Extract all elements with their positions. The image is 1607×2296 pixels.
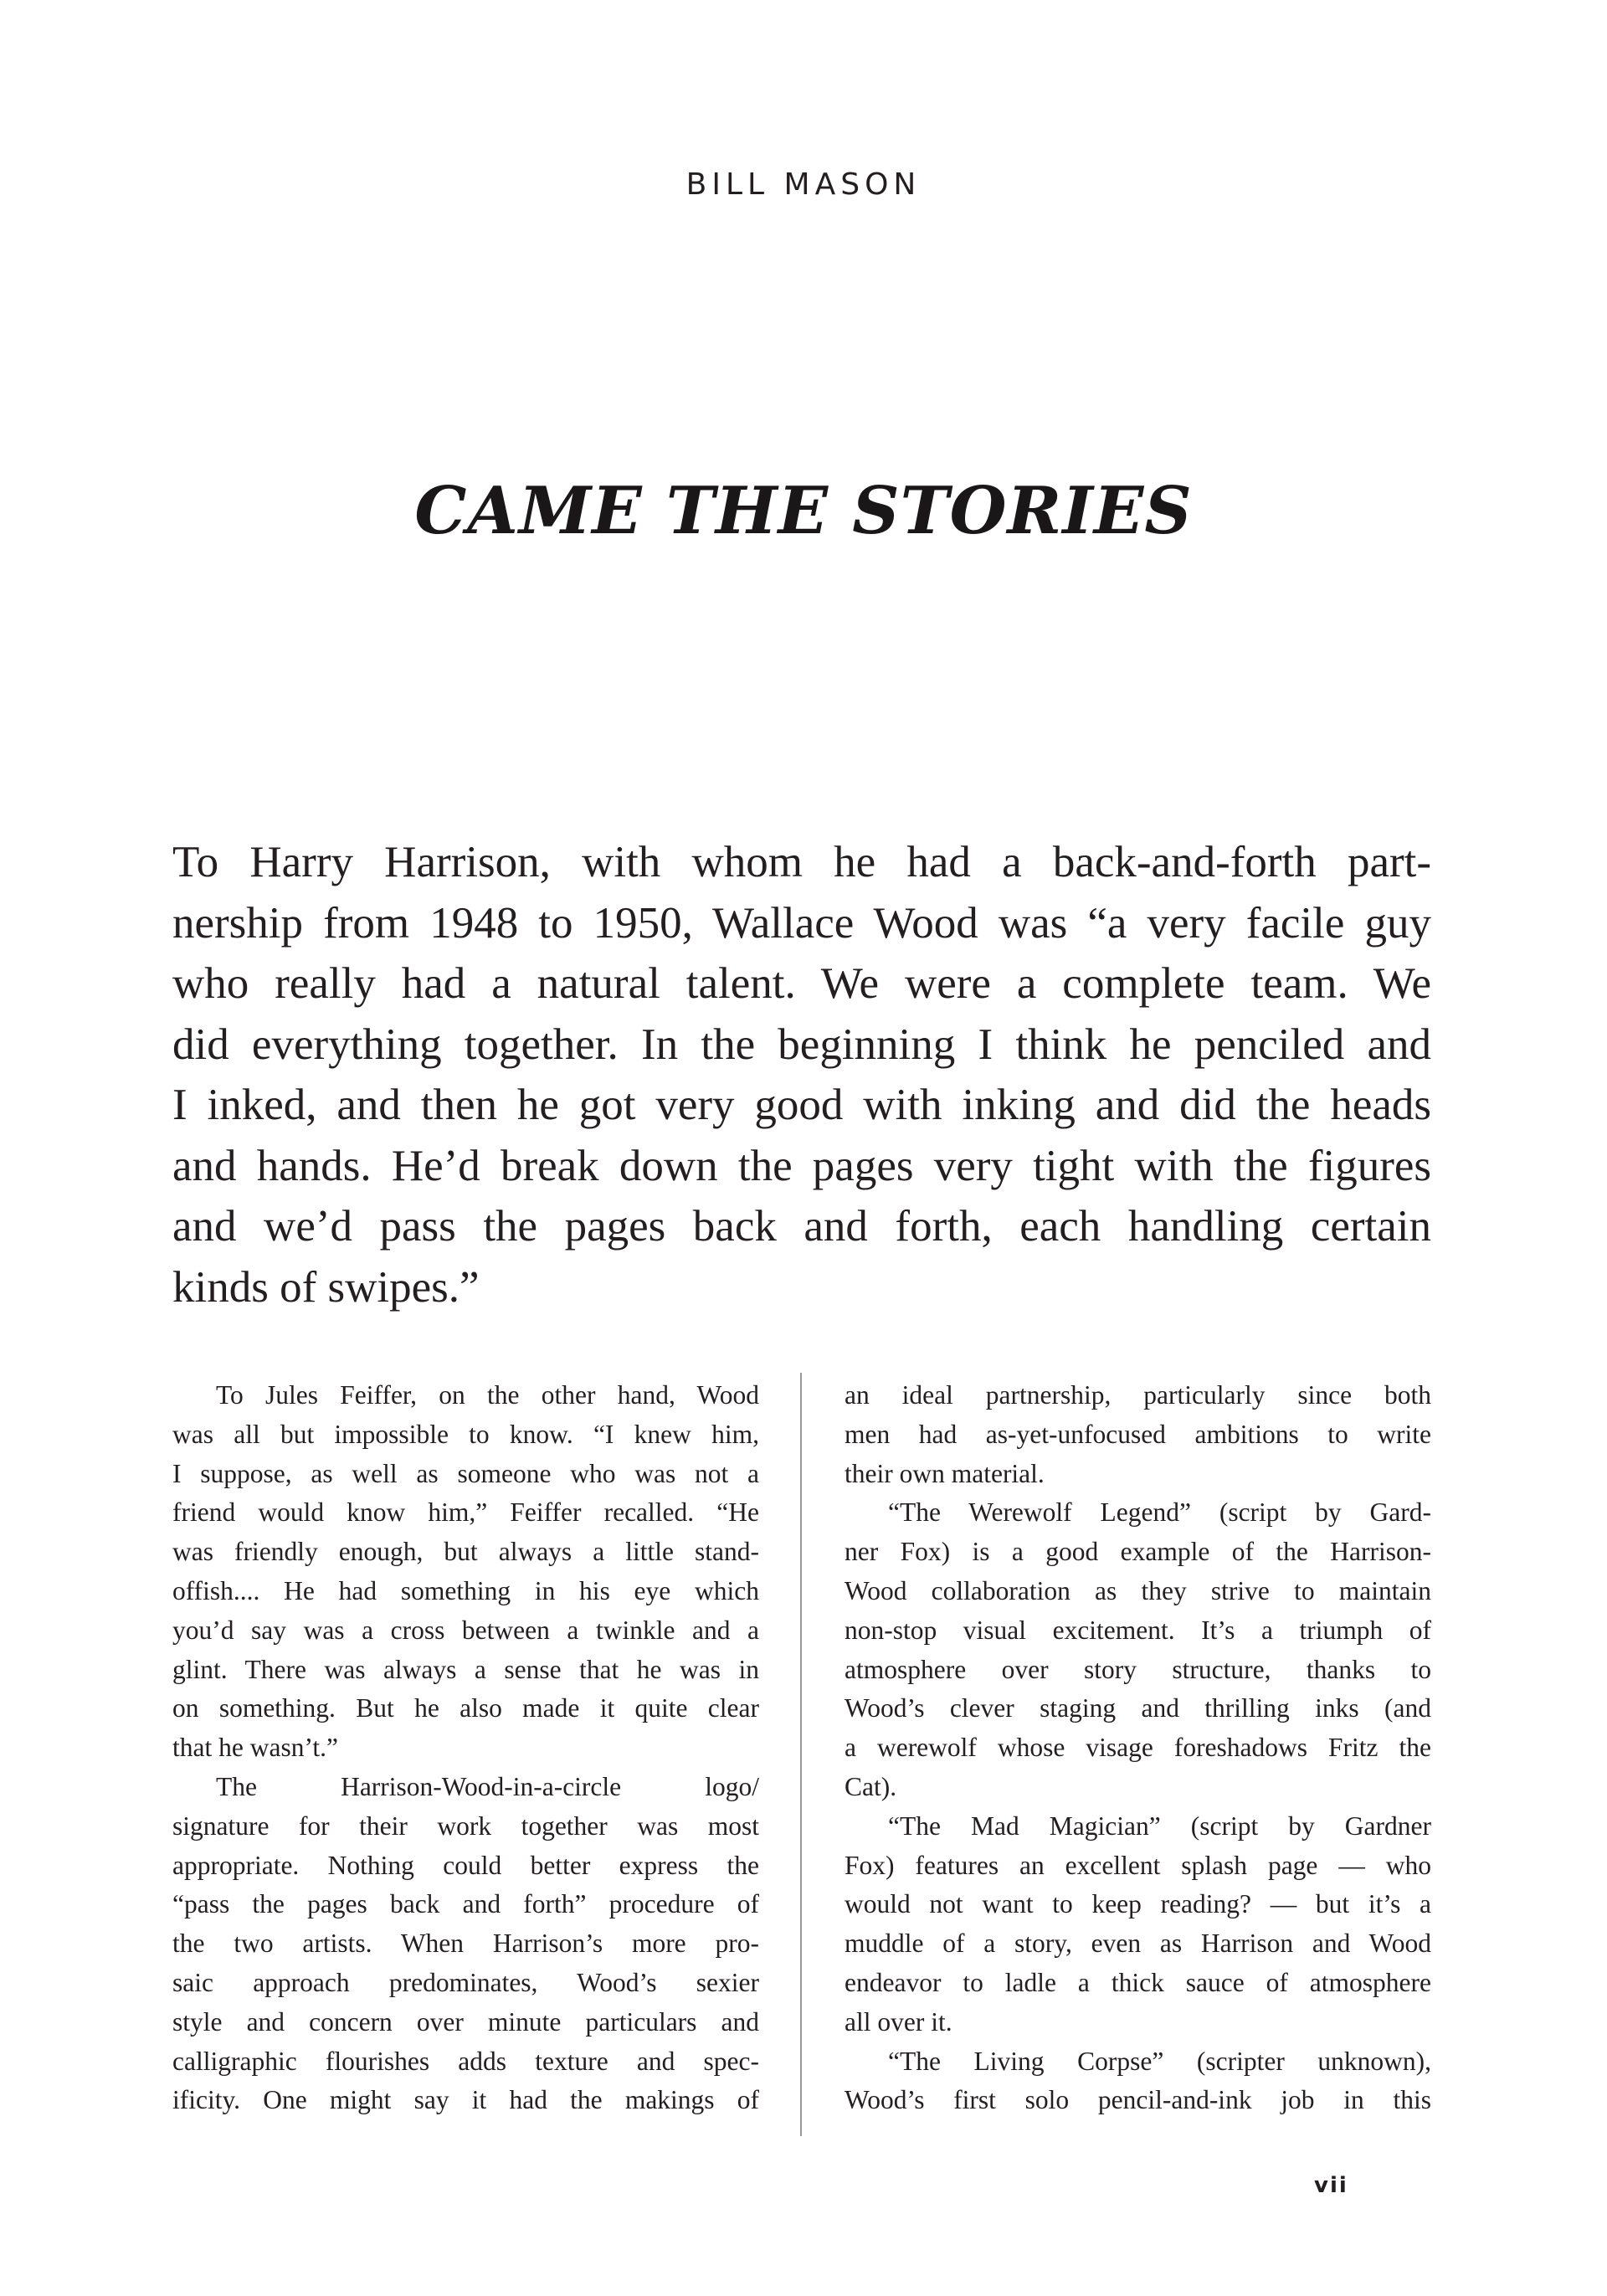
page-number: vii — [1314, 2173, 1348, 2198]
text-line: calligraphic flourishes adds texture and spec- — [172, 2046, 759, 2076]
intro-line: I inked, and then he got very good with inking and did the heads — [172, 1081, 1431, 1129]
intro-line: who really had a natural talent. We were a complete team. We — [172, 959, 1431, 1008]
text-line: Wood collaboration as they strive to maintain — [845, 1575, 1431, 1605]
text-line: non-stop visual excitement. It’s a triumph of — [845, 1615, 1431, 1645]
text-line: “pass the pages back and forth” procedure of — [172, 1889, 759, 1919]
intro-line: To Harry Harrison, with whom he had a back-and-forth part- — [172, 838, 1431, 886]
text-line: ner Fox) is a good example of the Harrison- — [845, 1537, 1431, 1567]
intro-line: did everything together. In the beginning I think he penciled and — [172, 1020, 1431, 1069]
text-line: Cat). — [845, 1771, 897, 1801]
text-line: their own material. — [845, 1458, 1045, 1488]
column-divider — [800, 1373, 802, 2136]
text-line: atmosphere over story structure, thanks to — [845, 1654, 1431, 1684]
text-line: glint. There was always a sense that he was in — [172, 1654, 759, 1684]
text-line: an ideal partnership, particularly since both — [845, 1380, 1431, 1410]
text-line: on something. But he also made it quite clear — [172, 1693, 759, 1723]
intro-line: nership from 1948 to 1950, Wallace Wood was “a very facile guy — [172, 898, 1431, 948]
intro-paragraph — [172, 832, 1431, 1318]
text-line: men had as-yet-unfocused ambitions to write — [845, 1419, 1431, 1449]
text-line: endeavor to ladle a thick sauce of atmosphere — [845, 1967, 1431, 1997]
text-line: Wood’s clever staging and thrilling inks (and — [845, 1693, 1431, 1723]
intro-line: and hands. He’d break down the pages very tight with the figures — [172, 1141, 1431, 1190]
text-line: was all but impossible to know. “I knew him, — [172, 1419, 759, 1449]
text-line: that he wasn’t.” — [172, 1733, 338, 1763]
text-line: would not want to keep reading? — but it’s a — [845, 1889, 1431, 1919]
text-line: offish.... He had something in his eye which — [172, 1575, 759, 1605]
text-line: Fox) features an excellent splash page — who — [845, 1850, 1431, 1880]
text-line: was friendly enough, but always a little stand- — [172, 1537, 759, 1567]
text-line: signature for their work together was most — [172, 1811, 759, 1841]
author-name: BILL MASON — [685, 167, 922, 202]
text-line: I suppose, as well as someone who was not a — [172, 1458, 759, 1488]
chapter-title: CAME THE STORIES — [414, 473, 1193, 549]
text-line: To Jules Feiffer, on the other hand, Wood — [216, 1380, 759, 1410]
text-line: friend would know him,” Feiffer recalled. “He — [172, 1497, 759, 1528]
text-line: style and concern over minute particulars and — [172, 2006, 759, 2037]
text-line: The Harrison-Wood-in-a-circle logo/ — [216, 1771, 759, 1801]
text-line: a werewolf whose visage foreshadows Fritz the — [845, 1733, 1431, 1763]
text-line: you’d say was a cross between a twinkle and a — [172, 1615, 759, 1645]
text-line: the two artists. When Harrison’s more pro- — [172, 1929, 759, 1959]
intro-line: and we’d pass the pages back and forth, each handling certain — [172, 1202, 1431, 1251]
text-line: saic approach predominates, Wood’s sexier — [172, 1967, 759, 1997]
text-line: appropriate. Nothing could better express the — [172, 1850, 759, 1880]
text-line: muddle of a story, even as Harrison and Wood — [845, 1929, 1431, 1959]
text-line: “The Werewolf Legend” (script by Gard- — [888, 1497, 1431, 1528]
text-line: “The Mad Magician” (script by Gardner — [888, 1811, 1431, 1841]
right-column — [845, 1376, 1431, 2120]
text-line: ificity. One might say it had the makings of — [172, 2085, 759, 2115]
intro-line: kinds of swipes.” — [172, 1262, 480, 1312]
left-column — [172, 1376, 759, 2120]
text-line: all over it. — [845, 2006, 952, 2037]
text-line: Wood’s first solo pencil-and-ink job in this — [845, 2085, 1431, 2115]
text-line: “The Living Corpse” (scripter unknown), — [888, 2046, 1431, 2076]
